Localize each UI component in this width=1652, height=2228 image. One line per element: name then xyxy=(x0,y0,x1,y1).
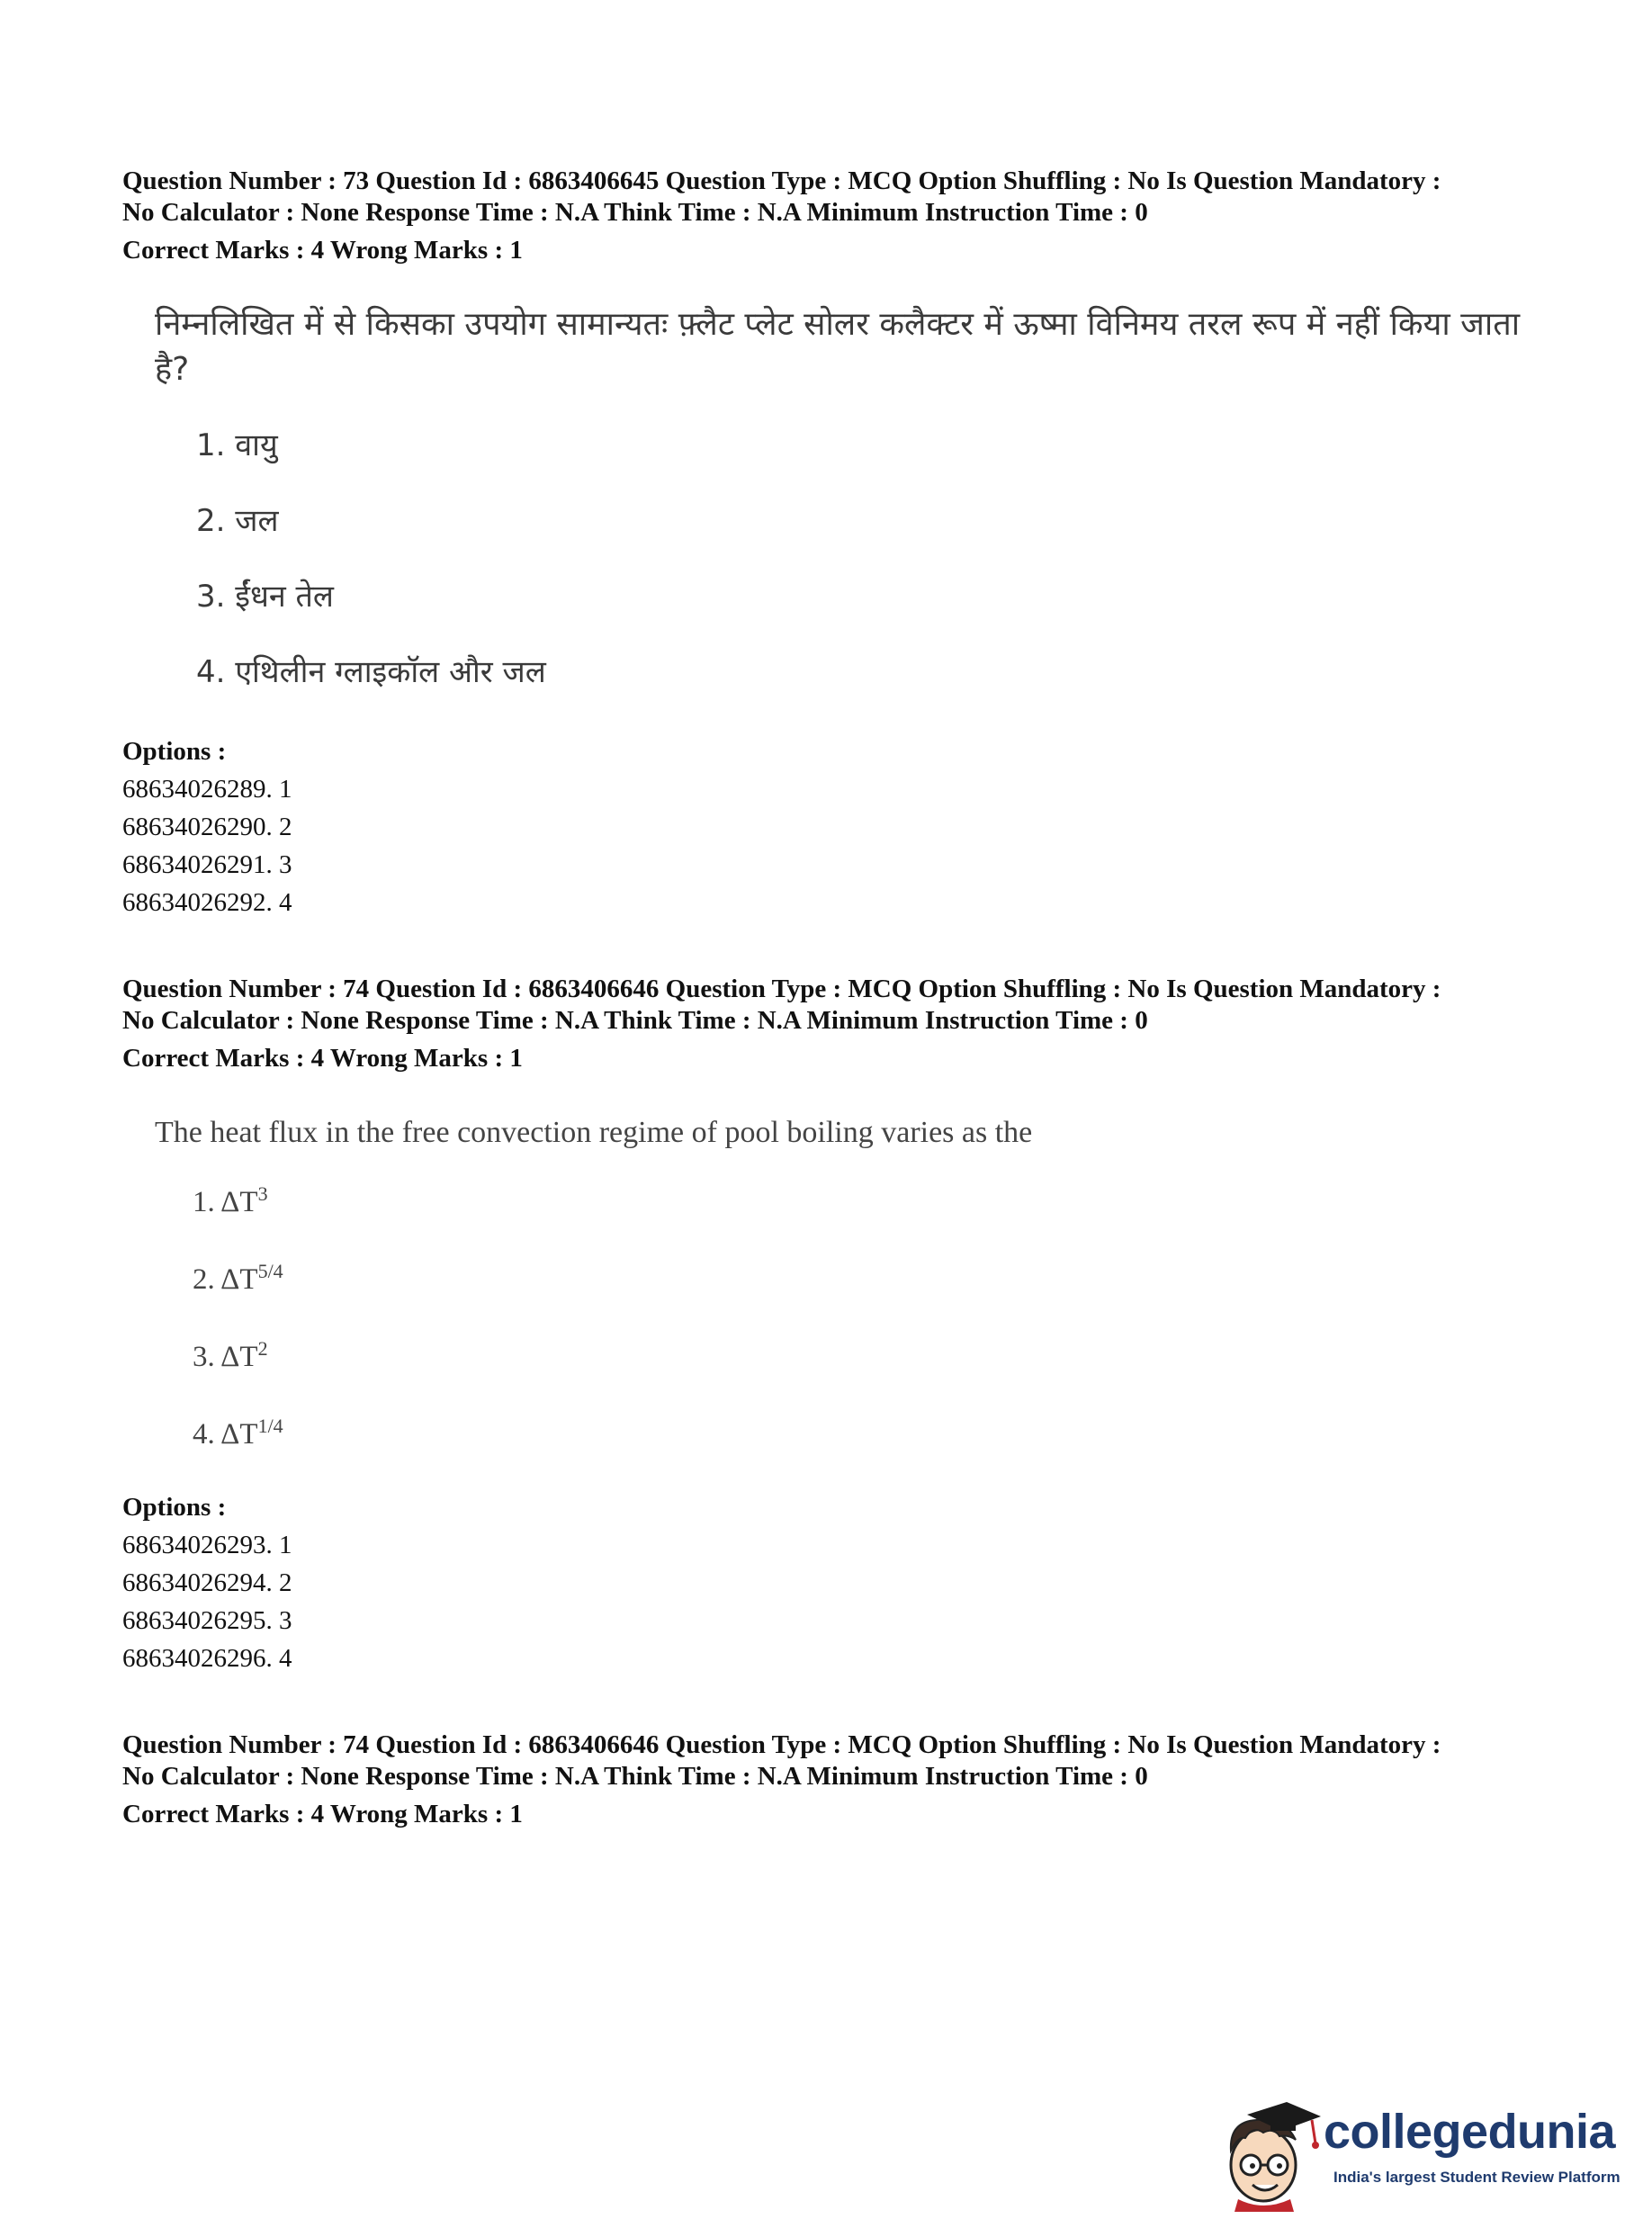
choice-3: 3. ईंधन तेल xyxy=(196,579,334,615)
logo-wordmark: collegedunia xyxy=(1324,2105,1616,2159)
question-text: निम्नलिखित में से किसका उपयोग सामान्यतः फ़्लैट प्लेट सोलर कलैक्टर में ऊष्मा विनिमय तरल रूप में नहीं किया जाता है? xyxy=(155,306,1521,388)
question-meta-line1: Question Number : 73 Question Id : 6863406645 Question Type : MCQ Option Shuffling : No Is Question Mandatory : xyxy=(122,166,1441,195)
question-meta-line1: Question Number : 74 Question Id : 6863406646 Question Type : MCQ Option Shuffling : No Is Question Mandatory : xyxy=(122,1730,1441,1759)
choice-exponent: 1/4 xyxy=(257,1415,283,1437)
choice-prefix: 3. ΔT xyxy=(193,1341,258,1373)
question-73-choices xyxy=(126,423,936,711)
option-id-4: 68634026296. 4 xyxy=(122,1644,292,1673)
question-74-options xyxy=(122,1488,1580,1677)
question-marks: Correct Marks : 4 Wrong Marks : 1 xyxy=(122,236,523,265)
question-meta-line2: No Calculator : None Response Time : N.A Think Time : N.A Minimum Instruction Time : 0 xyxy=(122,1006,1148,1035)
mascot-icon xyxy=(1211,2095,1328,2212)
choice-1: 1. वायु xyxy=(196,427,278,463)
choice-4 xyxy=(193,1415,283,1451)
question-74-image xyxy=(155,1110,1414,1155)
question-meta-line1: Question Number : 74 Question Id : 6863406646 Question Type : MCQ Option Shuffling : No Is Question Mandatory : xyxy=(122,975,1441,1003)
question-74-repeat-header xyxy=(122,1729,1580,1830)
choice-prefix: 4. ΔT xyxy=(193,1418,258,1451)
choice-exponent: 5/4 xyxy=(257,1260,283,1282)
choice-exponent: 3 xyxy=(257,1182,268,1205)
choice-prefix: 2. ΔT xyxy=(193,1263,258,1296)
choice-2 xyxy=(193,1260,283,1297)
question-74-choices xyxy=(122,1182,662,1474)
option-id-2: 68634026294. 2 xyxy=(122,1568,292,1597)
question-74-header xyxy=(122,974,1580,1074)
option-id-1: 68634026289. 1 xyxy=(122,775,292,804)
options-label: Options : xyxy=(122,1493,227,1522)
option-id-3: 68634026295. 3 xyxy=(122,1606,292,1635)
question-meta-line2: No Calculator : None Response Time : N.A Think Time : N.A Minimum Instruction Time : 0 xyxy=(122,198,1148,227)
option-id-3: 68634026291. 3 xyxy=(122,850,292,879)
options-label: Options : xyxy=(122,737,227,766)
choice-prefix: 1. ΔT xyxy=(193,1186,258,1218)
question-meta-line2: No Calculator : None Response Time : N.A Think Time : N.A Minimum Instruction Time : 0 xyxy=(122,1762,1148,1791)
choice-exponent: 2 xyxy=(257,1337,268,1360)
question-text: The heat flux in the free convection regime of pool boiling varies as the xyxy=(155,1116,1033,1149)
question-73-options xyxy=(122,732,1580,921)
logo-tagline: India's largest Student Review Platform xyxy=(1333,2169,1621,2186)
choice-1 xyxy=(193,1182,268,1219)
collegedunia-logo xyxy=(1211,2095,1634,2212)
question-73-image xyxy=(155,302,1540,392)
choice-3 xyxy=(193,1337,268,1374)
option-id-4: 68634026292. 4 xyxy=(122,888,292,917)
option-id-2: 68634026290. 2 xyxy=(122,813,292,841)
choice-4: 4. एथिलीन ग्लाइकॉल और जल xyxy=(196,654,546,690)
option-id-1: 68634026293. 1 xyxy=(122,1531,292,1559)
question-marks: Correct Marks : 4 Wrong Marks : 1 xyxy=(122,1044,523,1073)
question-73-header xyxy=(122,166,1580,266)
choice-2: 2. जल xyxy=(196,503,279,539)
question-marks: Correct Marks : 4 Wrong Marks : 1 xyxy=(122,1800,523,1828)
